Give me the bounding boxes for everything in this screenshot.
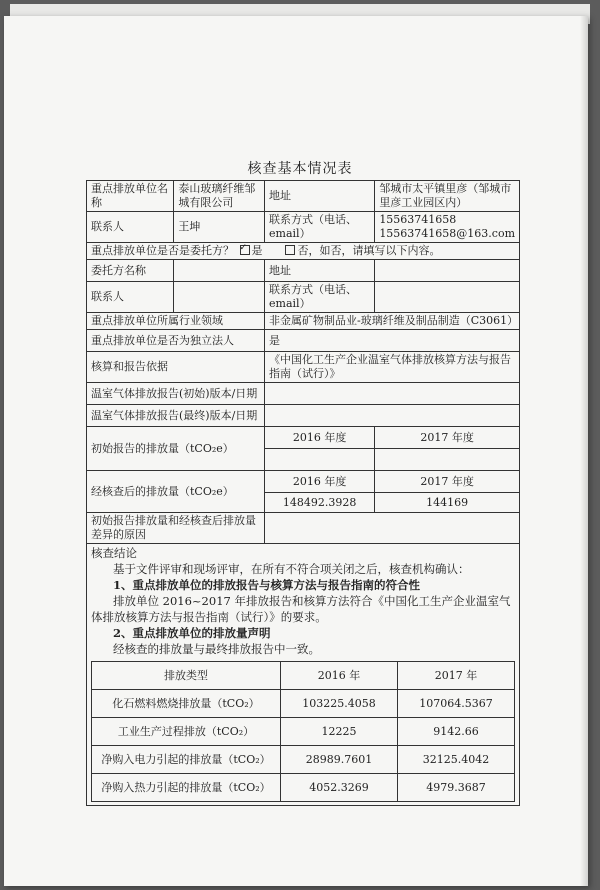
table-row	[87, 352, 520, 383]
verified-emission-label: 经核查后的排放量（tCO₂e）	[87, 471, 265, 513]
conclusion-paragraph: 排放单位 2016~2017 年排放报告和核算方法符合《中国化工生产企业温室气体排放核算方法与报告指南（试行）》的要求。	[91, 594, 511, 624]
checkbox-checked-icon	[240, 245, 250, 255]
conclusion-paragraph: 基于文件评审和现场评审，在所有不符合项关闭之后，核查机构确认：	[113, 562, 470, 576]
page-title: 核查基本情况表	[247, 161, 353, 177]
client-method-value	[375, 282, 520, 313]
emission-type: 净购入电力引起的排放量（tCO₂）	[92, 746, 281, 774]
verified-year-2016: 2016 年度	[265, 471, 375, 493]
initial-emission-label: 初始报告的排放量（tCO₂e）	[87, 427, 265, 471]
table-row	[87, 181, 520, 212]
emission-2016: 12225	[281, 718, 398, 746]
unit-value: 泰山玻璃纤维邹城有限公司	[174, 181, 265, 212]
entrust-no-label: 否，如否，请填写以下内容。	[297, 244, 441, 257]
final-version-label: 温室气体排放报告(最终)版本/日期	[87, 405, 265, 427]
initial-version-label: 温室气体排放报告(初始)版本/日期	[87, 383, 265, 405]
contact-method-value: 15563741658 15563741658@163.com	[375, 212, 520, 243]
emission-2017: 32125.4042	[398, 746, 515, 774]
table-row	[87, 212, 520, 243]
final-version-value	[265, 405, 520, 427]
basis-label: 核算和报告依据	[87, 352, 265, 383]
initial-2016-value	[265, 449, 375, 471]
table-row	[87, 243, 520, 260]
table-row	[87, 405, 520, 427]
entrust-question-text: 重点排放单位是否是委托方？	[91, 244, 234, 257]
contact-value: 王坤	[174, 212, 265, 243]
table-row	[92, 774, 515, 802]
industry-label: 重点排放单位所属行业领域	[87, 313, 265, 330]
emission-summary-table	[91, 661, 515, 802]
client-method-label: 联系方式（电话、email）	[265, 282, 375, 313]
client-label: 委托方名称	[87, 260, 174, 282]
verified-2017-value: 144169	[375, 493, 520, 513]
initial-2017-value	[375, 449, 520, 471]
emission-type: 工业生产过程排放（tCO₂）	[92, 718, 281, 746]
header-type: 排放类型	[92, 662, 281, 690]
emission-2016: 4052.3269	[281, 774, 398, 802]
emission-2017: 107064.5367	[398, 690, 515, 718]
client-address-label: 地址	[265, 260, 375, 282]
contact-method-label: 联系方式（电话、email）	[265, 212, 375, 243]
table-row	[87, 282, 520, 313]
client-value	[174, 260, 265, 282]
client-contact-value	[174, 282, 265, 313]
conclusion-subheading: 2、重点排放单位的排放量声明	[113, 626, 271, 640]
contact-label: 联系人	[87, 212, 174, 243]
emission-2016: 28989.7601	[281, 746, 398, 774]
entrust-yes-label: 是	[251, 244, 263, 257]
table-row	[92, 662, 515, 690]
header-2016: 2016 年	[281, 662, 398, 690]
legal-person-value: 是	[265, 330, 520, 352]
verification-info-table	[86, 180, 520, 806]
table-row	[87, 427, 520, 449]
emission-2017: 4979.3687	[398, 774, 515, 802]
table-row	[87, 513, 520, 544]
conclusion-paragraph: 经核查的排放量与最终排放报告中一致。	[113, 642, 320, 656]
industry-value: 非金属矿物制品业-玻璃纤维及制品制造（C3061）	[265, 313, 520, 330]
client-contact-label: 联系人	[87, 282, 174, 313]
table-row	[87, 313, 520, 330]
conclusion-heading: 核查结论	[91, 546, 137, 560]
initial-year-2017: 2017 年度	[375, 427, 520, 449]
entrust-question	[87, 243, 520, 260]
table-row	[87, 471, 520, 493]
legal-person-label: 重点排放单位是否为独立法人	[87, 330, 265, 352]
client-address-value	[375, 260, 520, 282]
emission-type: 净购入热力引起的排放量（tCO₂）	[92, 774, 281, 802]
emission-type: 化石燃料燃烧排放量（tCO₂）	[92, 690, 281, 718]
table-row	[92, 746, 515, 774]
table-row	[87, 330, 520, 352]
emission-2016: 103225.4058	[281, 690, 398, 718]
checkbox-empty-icon	[285, 245, 295, 255]
address-label: 地址	[265, 181, 375, 212]
initial-version-value	[265, 383, 520, 405]
header-2017: 2017 年	[398, 662, 515, 690]
verified-2016-value: 148492.3928	[265, 493, 375, 513]
address-value: 邹城市太平镇里彦（邹城市里彦工业园区内）	[375, 181, 520, 212]
table-row	[87, 260, 520, 282]
verified-year-2017: 2017 年度	[375, 471, 520, 493]
table-row	[87, 544, 520, 806]
conclusion-subheading: 1、重点排放单位的排放报告与核算方法与报告指南的符合性	[113, 578, 420, 592]
diff-reason-value	[265, 513, 520, 544]
unit-label: 重点排放单位名称	[87, 181, 174, 212]
table-row	[87, 383, 520, 405]
table-row	[92, 718, 515, 746]
conclusion-cell	[87, 544, 520, 806]
table-row	[92, 690, 515, 718]
basis-value: 《中国化工生产企业温室气体排放核算方法与报告指南（试行）》	[265, 352, 520, 383]
emission-2017: 9142.66	[398, 718, 515, 746]
diff-reason-label: 初始报告排放量和经核查后排放量差异的原因	[87, 513, 265, 544]
initial-year-2016: 2016 年度	[265, 427, 375, 449]
